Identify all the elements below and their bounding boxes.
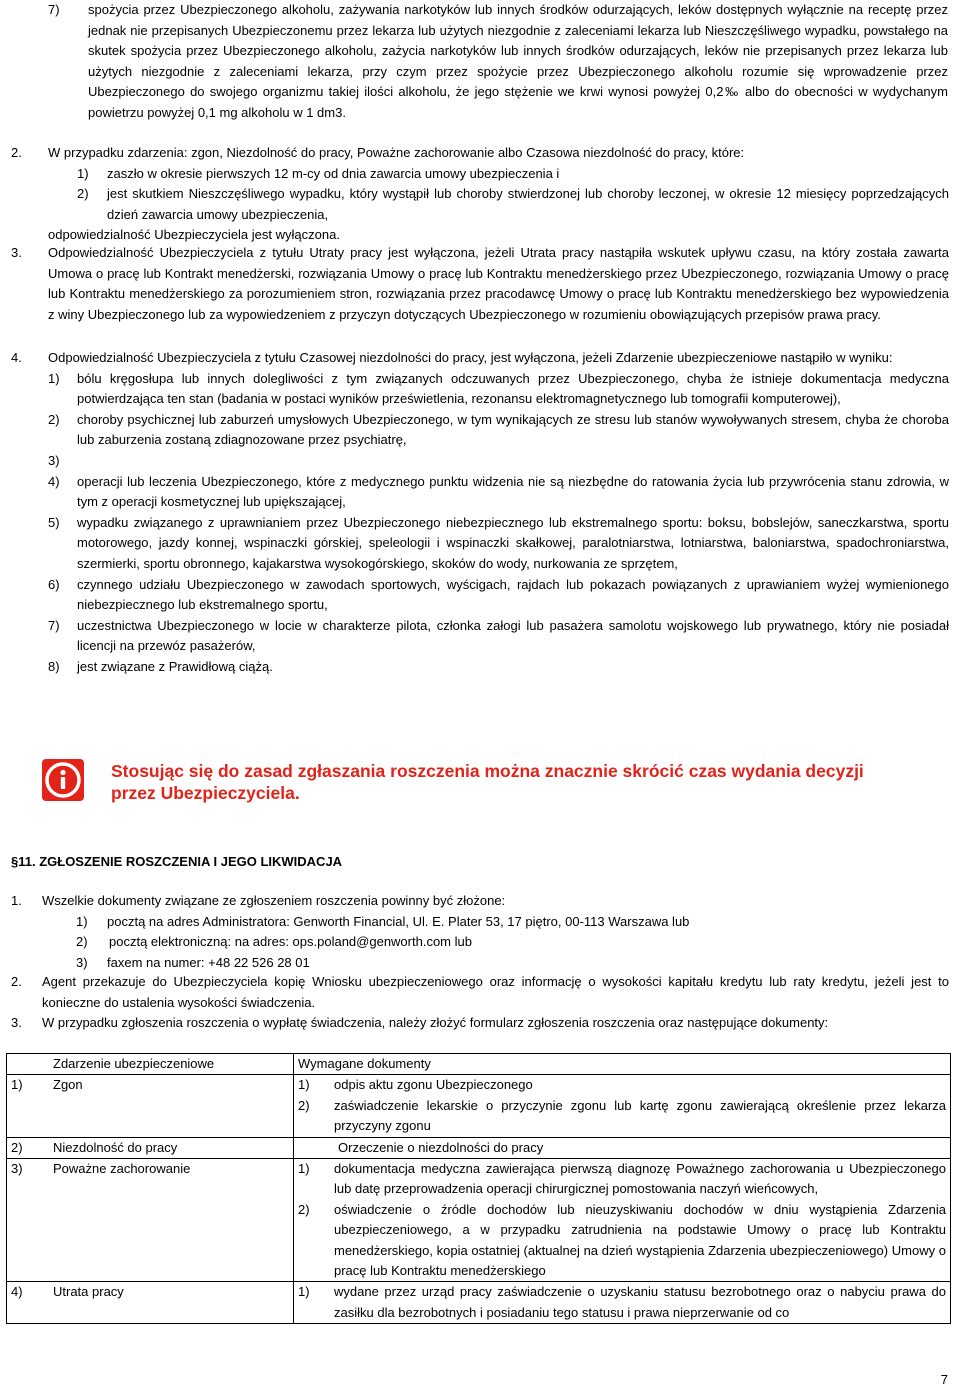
list-item: 2) choroby psychicznej lub zaburzeń umysłowych Ubezpieczonego, w tym wynikających ze stresu lub stanów wywoływanych stresem, chyba że choroba lub zaburzenia zostaną zdiagnozowane przez psychiatrę, bbox=[48, 411, 949, 448]
list-item: 4) operacji lub leczenia Ubezpieczonego, które z medycznego punktu widzenia nie są niezbędne do ratowania życia lub przywrócenia stanu zdrowia, w tym z operacji kosmetycznej lub upiększającej, bbox=[48, 473, 949, 510]
list-item: 1) pocztą na adres Administratora: Genworth Financial, Ul. E. Plater 53, 17 piętro, 00-113 Warszawa lub bbox=[76, 913, 690, 929]
required-documents-table bbox=[6, 1053, 951, 1324]
claims-paragraph-1: 1. Wszelkie dokumenty związane ze zgłoszeniem roszczenia powinny być złożone: 1) pocztą na adres Administratora: Genworth Financial, Ul. E. Plater 53, 17 piętro, 00-113 Warszawa lub 2) pocztą elektroniczną: na adres: ops.poland@genworth.com lub 3) faxem na numer: +48 22 526 28 01 bbox=[11, 891, 949, 973]
event-cell: 2) Niezdolność do pracy bbox=[7, 1137, 294, 1158]
section-3 bbox=[11, 243, 949, 325]
docs-cell: 1) dokumentacja medyczna zawierająca pierwszą diagnozę Poważnego zachorowania u Ubezpieczonego lub datę przeprowadzenia operacji chirurgicznej pomostowania naczyń wieńcowych, 2) oświadczenie o źródle dochodów lub nieuzyskiwaniu dochodów w dniu wystąpienia Zdarzenia ubezpieczeniowego, a w przypadku zatrudnienia na podstawie Umowy o pracę lub Kontraktu menedżerskiego, kopia ostatniej (aktualnej na dzień wystąpienia Zdarzenia ubezpieczeniowego) Umowy o pracę lub Kontraktu menedżerskiego bbox=[294, 1159, 951, 1282]
section-intro: W przypadku zdarzenia: zgon, Niezdolność do pracy, Poważne zachorowanie albo Czasowa niezdolność do pracy, które: bbox=[48, 145, 745, 160]
list-item: 2) jest skutkiem Nieszczęśliwego wypadku, który wystąpił lub choroby stwierdzonej lub choroby leczonej, w okresie 12 miesięcy poprzedzających dzień zawarcia umowy ubezpieczenia, bbox=[77, 186, 949, 222]
event-cell: 4) Utrata pracy bbox=[7, 1282, 294, 1324]
list-item: 7) uczestnictwa Ubezpieczonego w locie w charakterze pilota, członka załogi lub pasażera samolotu wojskowego lub prywatnego, który nie posiadał licencji na przewóz pasażerów, bbox=[48, 617, 949, 654]
table-row bbox=[7, 1282, 951, 1324]
docs-cell: 1) odpis aktu zgonu Ubezpieczonego 2) zaświadczenie lekarskie o przyczynie zgonu lub kartę zgonu zawierającą określenie przez lekarza przyczyny zgonu bbox=[294, 1075, 951, 1137]
list-item: 5) wypadku związanego z uprawnianiem przez Ubezpieczonego niebezpiecznego lub ekstremalnego sportu: boksu, bobslejów, saneczkarstwa, sportu motorowego, jazdy konnej, wspinaczki górskiej, speleologii i wspinaczki skałkowej, paralotniarstwa, lotniarstwa, baloniarstwa, spadochroniarstwa, szermierki, sportu obronnego, kajakarstwa wysokogórskiego, skoków do wody, nurkowania ze sprzętem, bbox=[48, 514, 949, 571]
table-header-row bbox=[7, 1054, 951, 1075]
section-2 bbox=[11, 143, 949, 246]
page-number: 7 bbox=[940, 1372, 948, 1387]
section-4 bbox=[11, 348, 949, 678]
section-number: 3. bbox=[11, 245, 22, 260]
event-cell: 1) Zgon bbox=[7, 1075, 294, 1137]
docs-cell: Orzeczenie o niezdolności do pracy bbox=[294, 1137, 951, 1158]
header-docs: Wymagane dokumenty bbox=[294, 1054, 951, 1075]
list-item: 6) czynnego udziału Ubezpieczonego w zawodach sportowych, wyścigach, rajdach lub pokazach powiązanych z uprawianiem wyżej wymienionego niebezpiecznego lub ekstremalnego sportu, bbox=[48, 576, 949, 613]
list-item: 1) zaszło w okresie pierwszych 12 m-cy od dnia zawarcia umowy ubezpieczenia i bbox=[77, 165, 560, 181]
list-item: 3) bbox=[48, 452, 60, 468]
item-number: 7) bbox=[48, 2, 60, 17]
claims-paragraph-2: 2. Agent przekazuje do Ubezpieczyciela kopię Wniosku ubezpieczeniowego oraz informację o wysokości kapitału kredytu lub raty kredytu, jeżeli jest to konieczne do ustalenia wysokości świadczenia. bbox=[11, 974, 949, 1010]
claims-paragraph-3: 3. W przypadku zgłoszenia roszczenia o wypłatę świadczenia, należy złożyć formularz zgłoszenia roszczenia oraz następujące dokumenty: bbox=[11, 1015, 829, 1030]
info-icon bbox=[41, 758, 85, 802]
docs-cell: 1) wydane przez urząd pracy zaświadczenie o uzyskaniu statusu bezrobotnego oraz o nabyciu prawa do zasiłku dla bezrobotnych i posiadaniu tego statusu i prawa nieprzerwanie od co bbox=[294, 1282, 951, 1324]
exclusion-item-7 bbox=[48, 0, 948, 124]
section-heading: §11. ZGŁOSZENIE ROSZCZENIA I JEGO LIKWIDACJA bbox=[11, 854, 343, 869]
section-outro: odpowiedzialność Ubezpieczyciela jest wyłączona. bbox=[48, 227, 340, 243]
list-item: 1) bólu kręgosłupa lub innych dolegliwości z tym związanych odczuwanych przez Ubezpieczonego, chyba że istnieje dokumentacja medyczna potwierdzająca ten stan (badania w postaci wyników prześwietlenia, rezonansu elektromagnetycznego lub tomografii komputerowej), bbox=[48, 370, 949, 407]
list-item: 2) pocztą elektroniczną: na adres: ops.poland@genworth.com lub bbox=[76, 934, 472, 950]
section-number: 4. bbox=[11, 350, 22, 365]
table-row bbox=[7, 1137, 951, 1158]
item-text: spożycia przez Ubezpieczonego alkoholu, zażywania narkotyków lub innych środków odurzających, leków dostępnych wyłącznie na receptę przez jednak nie przepisanych Ubezpieczonemu przez lekarza lub użytych niezgodnie z zaleceniami lekarza lub Nieszczęśliwego wypadku, powstałego na skutek spożycia przez Ubezpieczonego alkoholu, zażycia narkotyków lub innych środków odurzających, leków nie przepisanych przez lekarza lub użytych niezgodnie z zaleceniami lekarza, przy czym przez spożycie przez Ubezpieczonego alkoholu rozumie się wprowadzenie przez Ubezpieczonego do swojego organizmu takiej ilości alkoholu, że jego stężenie we krwi wynosi powyżej 0,2‰ albo do obecności w wydychanym powietrzu powyżej 0,1 mg alkoholu w 1 dm3. bbox=[88, 2, 948, 120]
section-text: Odpowiedzialność Ubezpieczyciela z tytułu Utraty pracy jest wyłączona, jeżeli Utrata pracy nastąpiła wskutek upływu czasu, na który została zawarta Umowa o pracę lub Kontrakt menedżerski, rozwiązania Umowy o pracę lub Kontraktu menedżerskiego przez Ubezpieczonego, rozwiązania Umowy o pracę lub Kontraktu menedżerskiego za porozumieniem stron, rozwiązania przez pracodawcę Umowy o pracę lub Kontraktu menedżerskiego bez wypowiedzenia z winy Ubezpieczonego lub za wypowiedzeniem z przyczyn dotyczących Ubezpieczonego w rozumieniu obowiązujących przepisów prawa pracy. bbox=[48, 245, 949, 322]
list-item: 8) jest związane z Prawidłową ciążą. bbox=[48, 658, 273, 674]
list-item: 3) faxem na numer: +48 22 526 28 01 bbox=[76, 954, 310, 970]
header-event: Zdarzenie ubezpieczeniowe bbox=[7, 1054, 294, 1075]
callout-text: Stosując się do zasad zgłaszania roszczenia można znacznie skrócić czas wydania decyzji przez Ubezpieczyciela. bbox=[111, 761, 864, 803]
section-intro: Odpowiedzialność Ubezpieczyciela z tytułu Czasowej niezdolności do pracy, jest wyłączona, jeżeli Zdarzenie ubezpieczeniowe nastąpiło w wyniku: bbox=[48, 350, 893, 365]
table-row bbox=[7, 1159, 951, 1282]
table-row bbox=[7, 1075, 951, 1137]
event-cell: 3) Poważne zachorowanie bbox=[7, 1159, 294, 1282]
section-number: 2. bbox=[11, 145, 22, 160]
